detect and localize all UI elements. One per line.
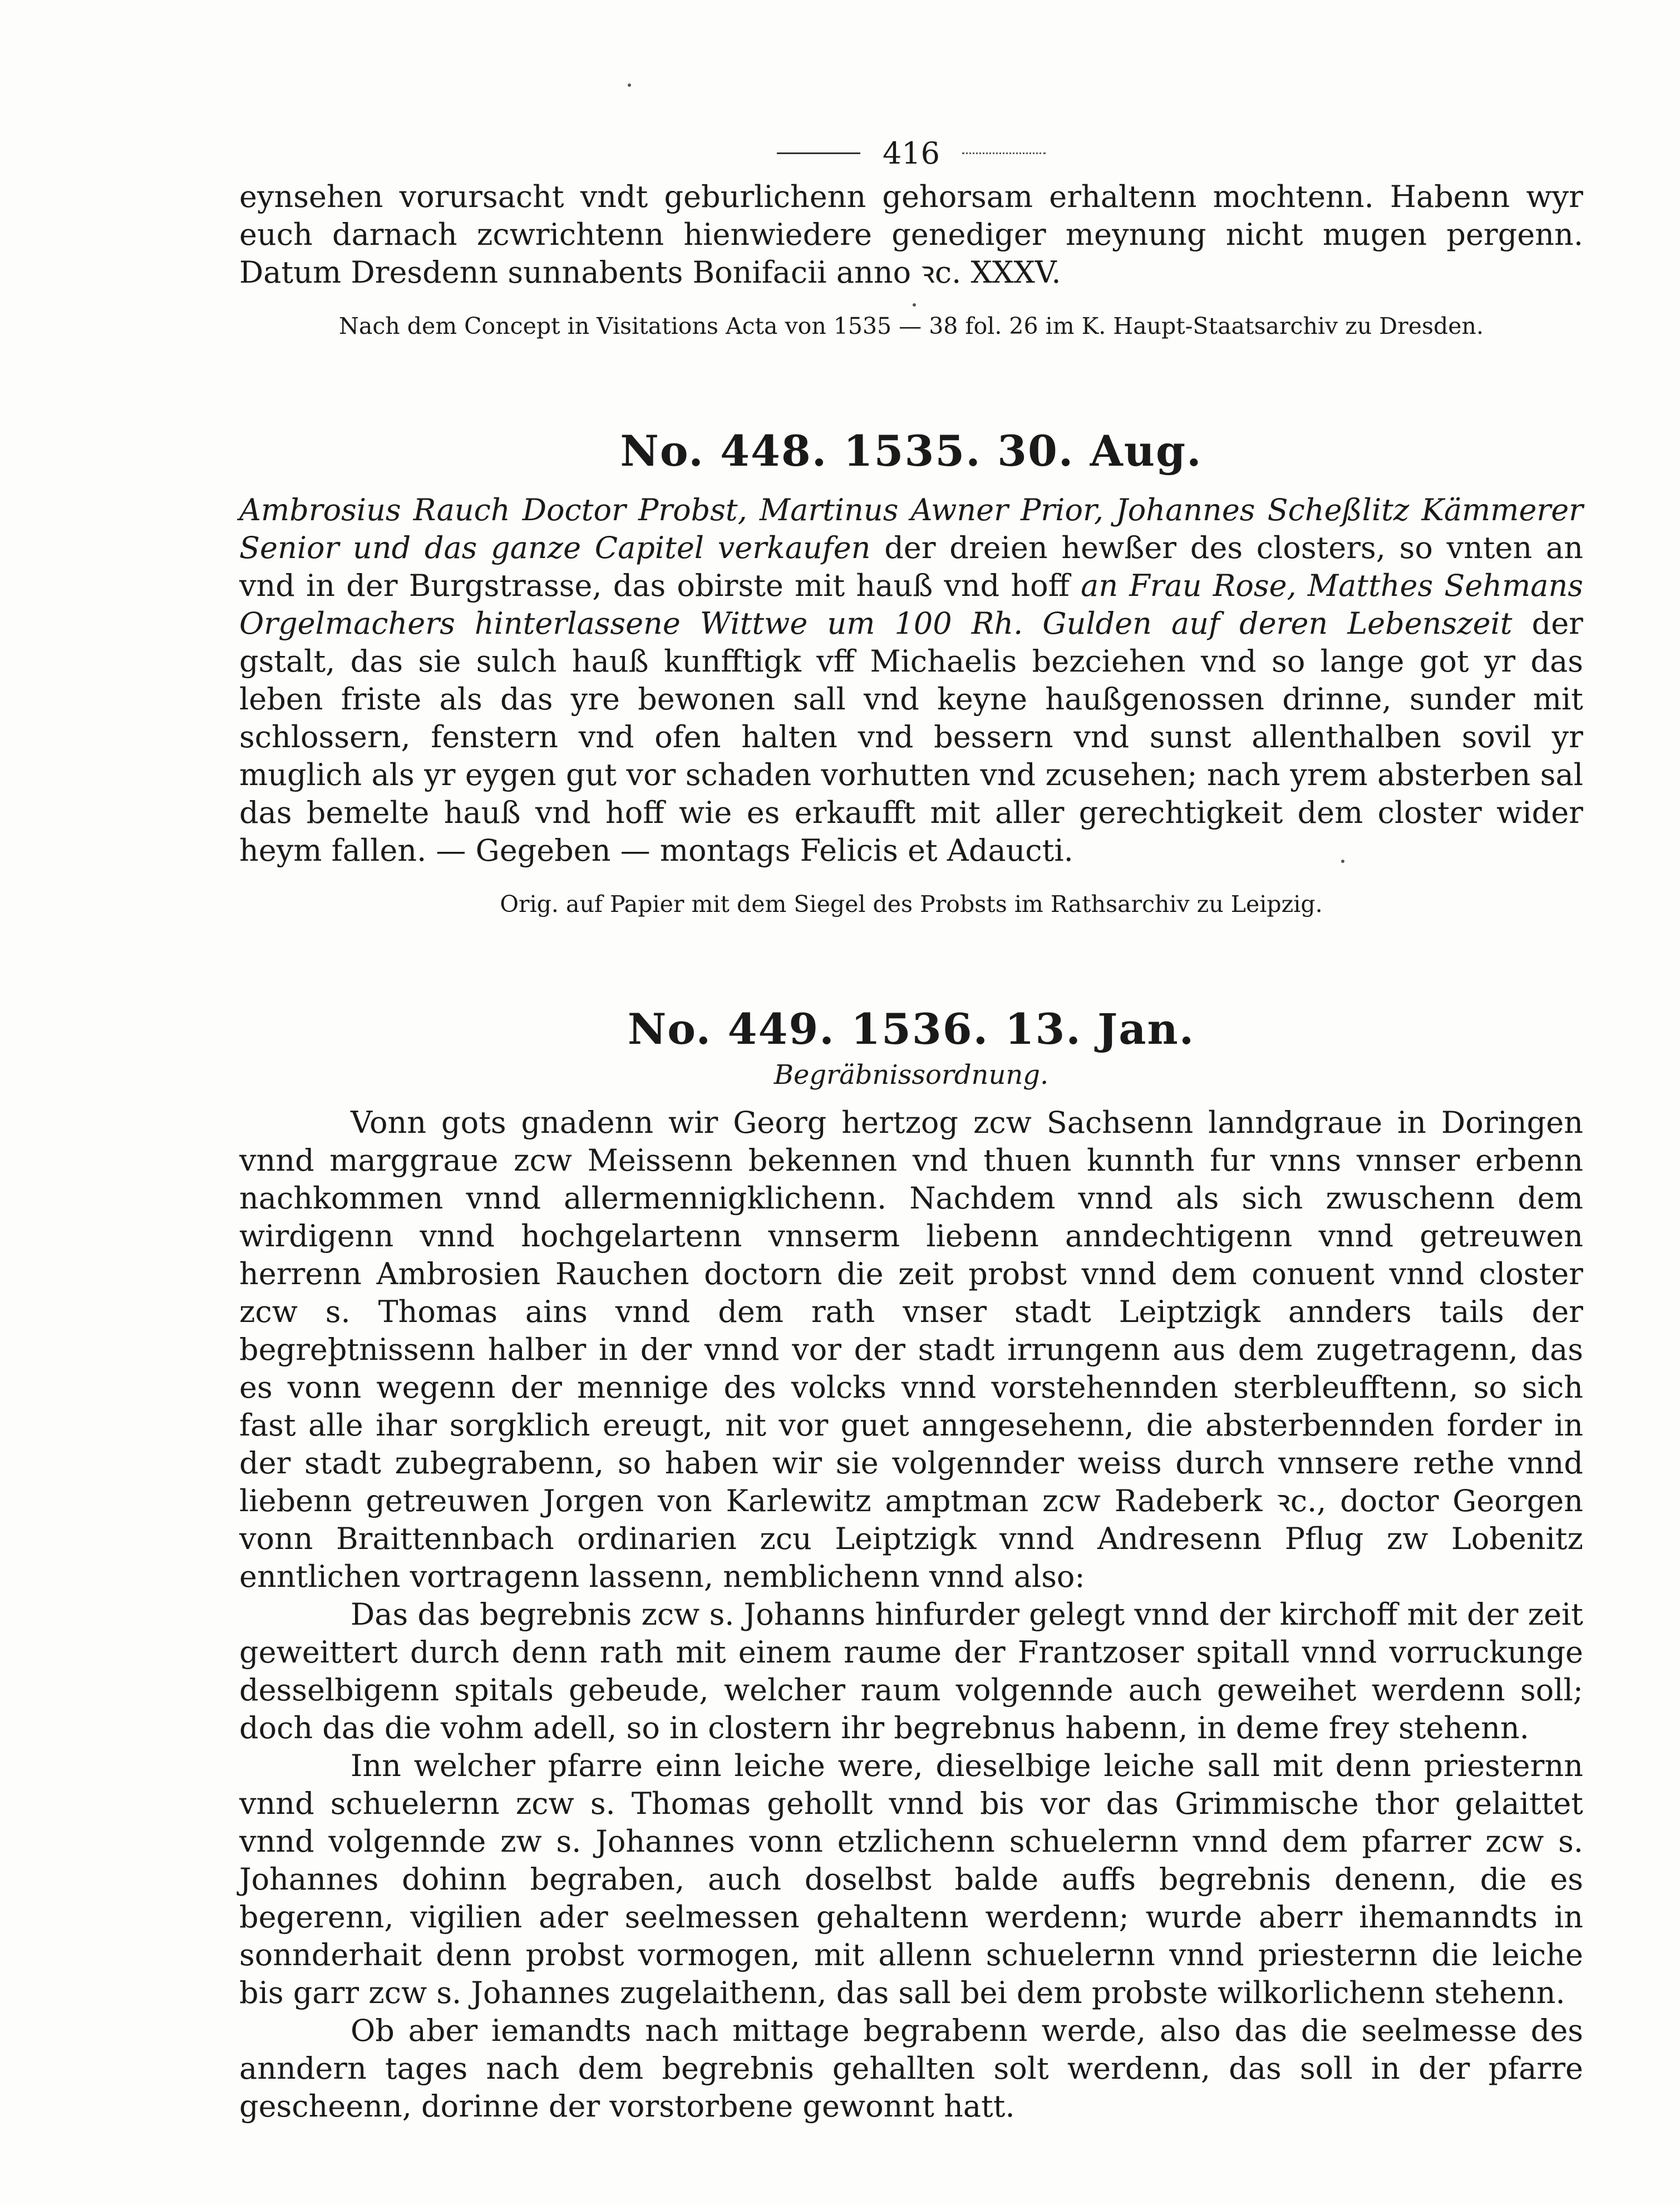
doc-449-paragraph-3: Inn welcher pfarre einn leiche were, dieselbige leiche sall mit denn priesternn vnnd schuelernn zcw s. Thomas gehollt vnnd bis vor das Grimmische thor gelaittet vnnd volgennde zw s. Johannes vonn etzlichenn schuelernn vnnd dem pfarrer zcw s. Johannes dohinn begraben, auch doselbst balde auffs begrebnis denenn, die es begerenn, vigilien ader seelmessen gehaltenn werdenn; wurde aberr ihemanndts in sonnderhait denn probst vormogen, mit allenn schuelernn vnnd priesternn die leiche bis garr zcw s. Johannes zugelaithenn, das sall bei dem probste wilkorlichenn stehenn. bbox=[239, 1748, 1583, 2010]
doc-449-paragraph-4: Ob aber iemandts nach mittage begrabenn werde, also das die seelmesse des anndern tages nach dem begrebnis gehallten solt werdenn, das soll in der pfarre gescheenn, dorinne der vorstorbene gewonnt hatt. bbox=[239, 2013, 1583, 2124]
doc-448-heading: No. 448. 1535. 30. Aug. bbox=[620, 426, 1203, 476]
carryover-paragraph: eynsehen vorursacht vndt geburlichenn gehorsam erhaltenn mochtenn. Habenn wyr euch darnach zcwrichtenn hienwiedere genediger meynung nicht mugen pergenn. Datum Dresdenn sunnabents Bonifacii anno ꝛc. XXXV. bbox=[239, 179, 1583, 290]
doc-448-regest-2: an Frau Rose, Matthes Sehmans Orgelmachers hinterlassene Wittwe um 100 Rh. Gulden auf deren Lebenszeit bbox=[239, 568, 1583, 641]
header-rule-left bbox=[777, 152, 860, 154]
document-page bbox=[239, 128, 1583, 2125]
header-rule-right bbox=[962, 152, 1046, 154]
doc-448-text-1: der dreien hewßer des closters, so vnten an vnd in der Burgstrasse, das obirste mit hauß vnd hoff bbox=[239, 530, 1583, 603]
page-header bbox=[239, 128, 1583, 178]
print-speck bbox=[1341, 860, 1344, 863]
doc-449-subtitle: Begräbnissordnung. bbox=[774, 1059, 1049, 1091]
doc-448-regest-1: Ambrosius Rauch Doctor Probst, Martinus Awner Prior, Johannes Scheßlitz Kämmerer Senior und das ganze Capitel verkaufen bbox=[239, 492, 1583, 565]
doc-448-text-2: der gstalt, das sie sulch hauß kunfftigk vff Michaelis bezciehen vnd so lange got yr das leben friste als das yre bewonen sall vnd keyne haußgenossen drinne, sunder mit schlossern, fenstern vnd ofen halten vnd bessern vnd sunst allenthalben sovil yr muglich als yr eygen gut vor schaden vorhutten vnd zcusehen; nach yrem absterben sal das bemelte hauß vnd hoff wie es erkaufft mit aller gerechtigkeit dem closter wider heym fallen. — Gegeben — montags Felicis et Adaucti. bbox=[239, 606, 1583, 868]
print-speck bbox=[913, 303, 916, 307]
doc-449-heading: No. 449. 1536. 13. Jan. bbox=[627, 1004, 1195, 1054]
doc-449-paragraph-1: Vonn gots gnadenn wir Georg hertzog zcw Sachsenn lanndgraue in Doringen vnnd marggraue zcw Meissenn bekennen vnd thuen kunnth fur vnns vnnser erbenn nachkommen vnnd allermennigklichenn. Nachdem vnnd als sich zwuschenn dem wirdigenn vnnd hochgelartenn vnnserm liebenn anndechtigenn vnnd getreuwen herrenn Ambrosien Rauchen doctorn die zeit probst vnnd dem conuent vnnd closter zcw s. Thomas ains vnnd dem rath vnser stadt Leiptzigk annders tails der begreþtnissenn halber in der vnnd vor der stadt irrungenn aus dem zugetragenn, das es vonn wegenn der mennige des volcks vnnd vorstehennden sterbleufftenn, so sich fast alle ihar sorgklich ereugt, nit vor guet anngesehenn, die absterbennden forder in der stadt zubegrabenn, so haben wir sie volgennder weiss durch vnnsere rethe vnnd liebenn getreuwen Jorgen von Karlewitz amptman zcw Radeberk ꝛc., doctor Georgen vonn Braittennbach ordinarien zcu Leiptzigk vnnd Andresenn Pflug zw Lobenitz enntlichen vortragenn lassenn, nemblichenn vnnd also: bbox=[239, 1105, 1583, 1594]
print-speck bbox=[628, 83, 631, 87]
doc-448-source-note: Orig. auf Papier mit dem Siegel des Probsts im Rathsarchiv zu Leipzig. bbox=[500, 891, 1323, 917]
doc-449-paragraph-2: Das das begrebnis zcw s. Johanns hinfurder gelegt vnnd der kirchoff mit der zeit geweittert durch denn rath mit einem raume der Frantzoser spitall vnnd vorruckunge desselbigenn spitals gebeude, welcher raum volgennde auch geweihet werdenn soll; doch das die vohm adell, so in clostern ihr begrebnus habenn, in deme frey stehenn. bbox=[239, 1597, 1583, 1745]
carryover-source-note: Nach dem Concept in Visitations Acta von 1535 — 38 fol. 26 im K. Haupt-Staatsarchiv zu Dresden. bbox=[339, 313, 1484, 339]
page-number: 416 bbox=[882, 135, 940, 171]
doc-448-paragraph bbox=[239, 491, 1583, 870]
